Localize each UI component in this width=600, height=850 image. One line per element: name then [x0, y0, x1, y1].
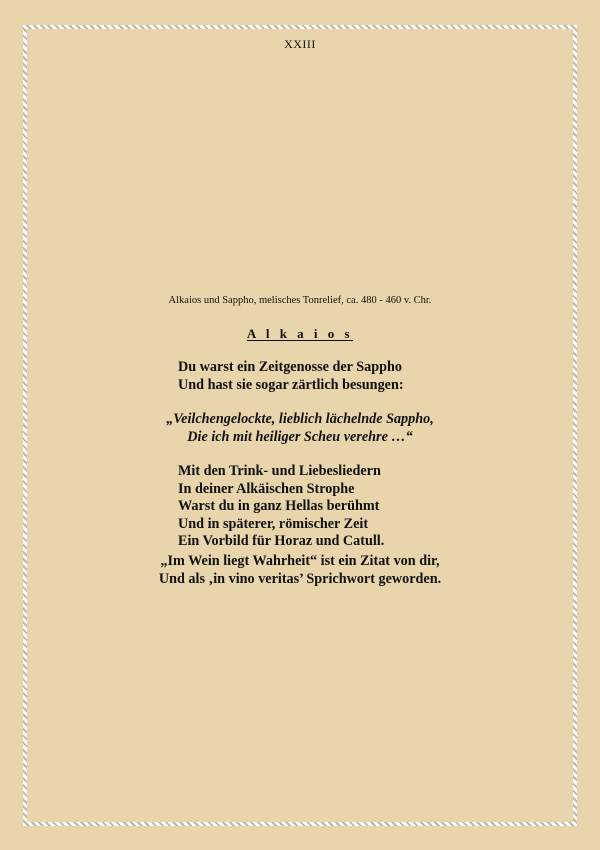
poem-line: Die ich mit heiliger Scheu verehre …“: [187, 428, 413, 445]
stanza-2-quote: [0, 411, 600, 446]
page-number: XXIII: [284, 37, 316, 51]
poem-line: Und als ‚in vino veritas’ Sprichwort geworden.: [158, 570, 442, 587]
poem-line: „Veilchengelockte, lieblich lächelnde Sappho,: [166, 411, 434, 427]
poem-line: Mit den Trink- und Liebesliedern: [178, 463, 381, 479]
poem-line: In deiner Alkäischen Strophe: [178, 480, 355, 497]
poem-line: Und hast sie sogar zärtlich besungen:: [178, 376, 404, 393]
poem-title: A l k a i o s: [246, 326, 354, 341]
poem-line: „Im Wein liegt Wahrheit“ ist ein Zitat von dir,: [160, 553, 440, 569]
image-caption: Alkaios und Sappho, melisches Tonrelief, ca. 480 - 460 v. Chr.: [168, 295, 432, 306]
poem-line: Warst du in ganz Hellas berühmt: [178, 498, 380, 514]
poem-line: Und in späterer, römischer Zeit: [178, 515, 369, 532]
poem-line: Ein Vorbild für Horaz und Catull.: [178, 533, 385, 549]
stanza-4: [0, 553, 600, 588]
stanza-1: [178, 359, 404, 394]
poem-line: Du warst ein Zeitgenosse der Sappho: [178, 359, 403, 375]
stanza-3: [178, 463, 384, 551]
